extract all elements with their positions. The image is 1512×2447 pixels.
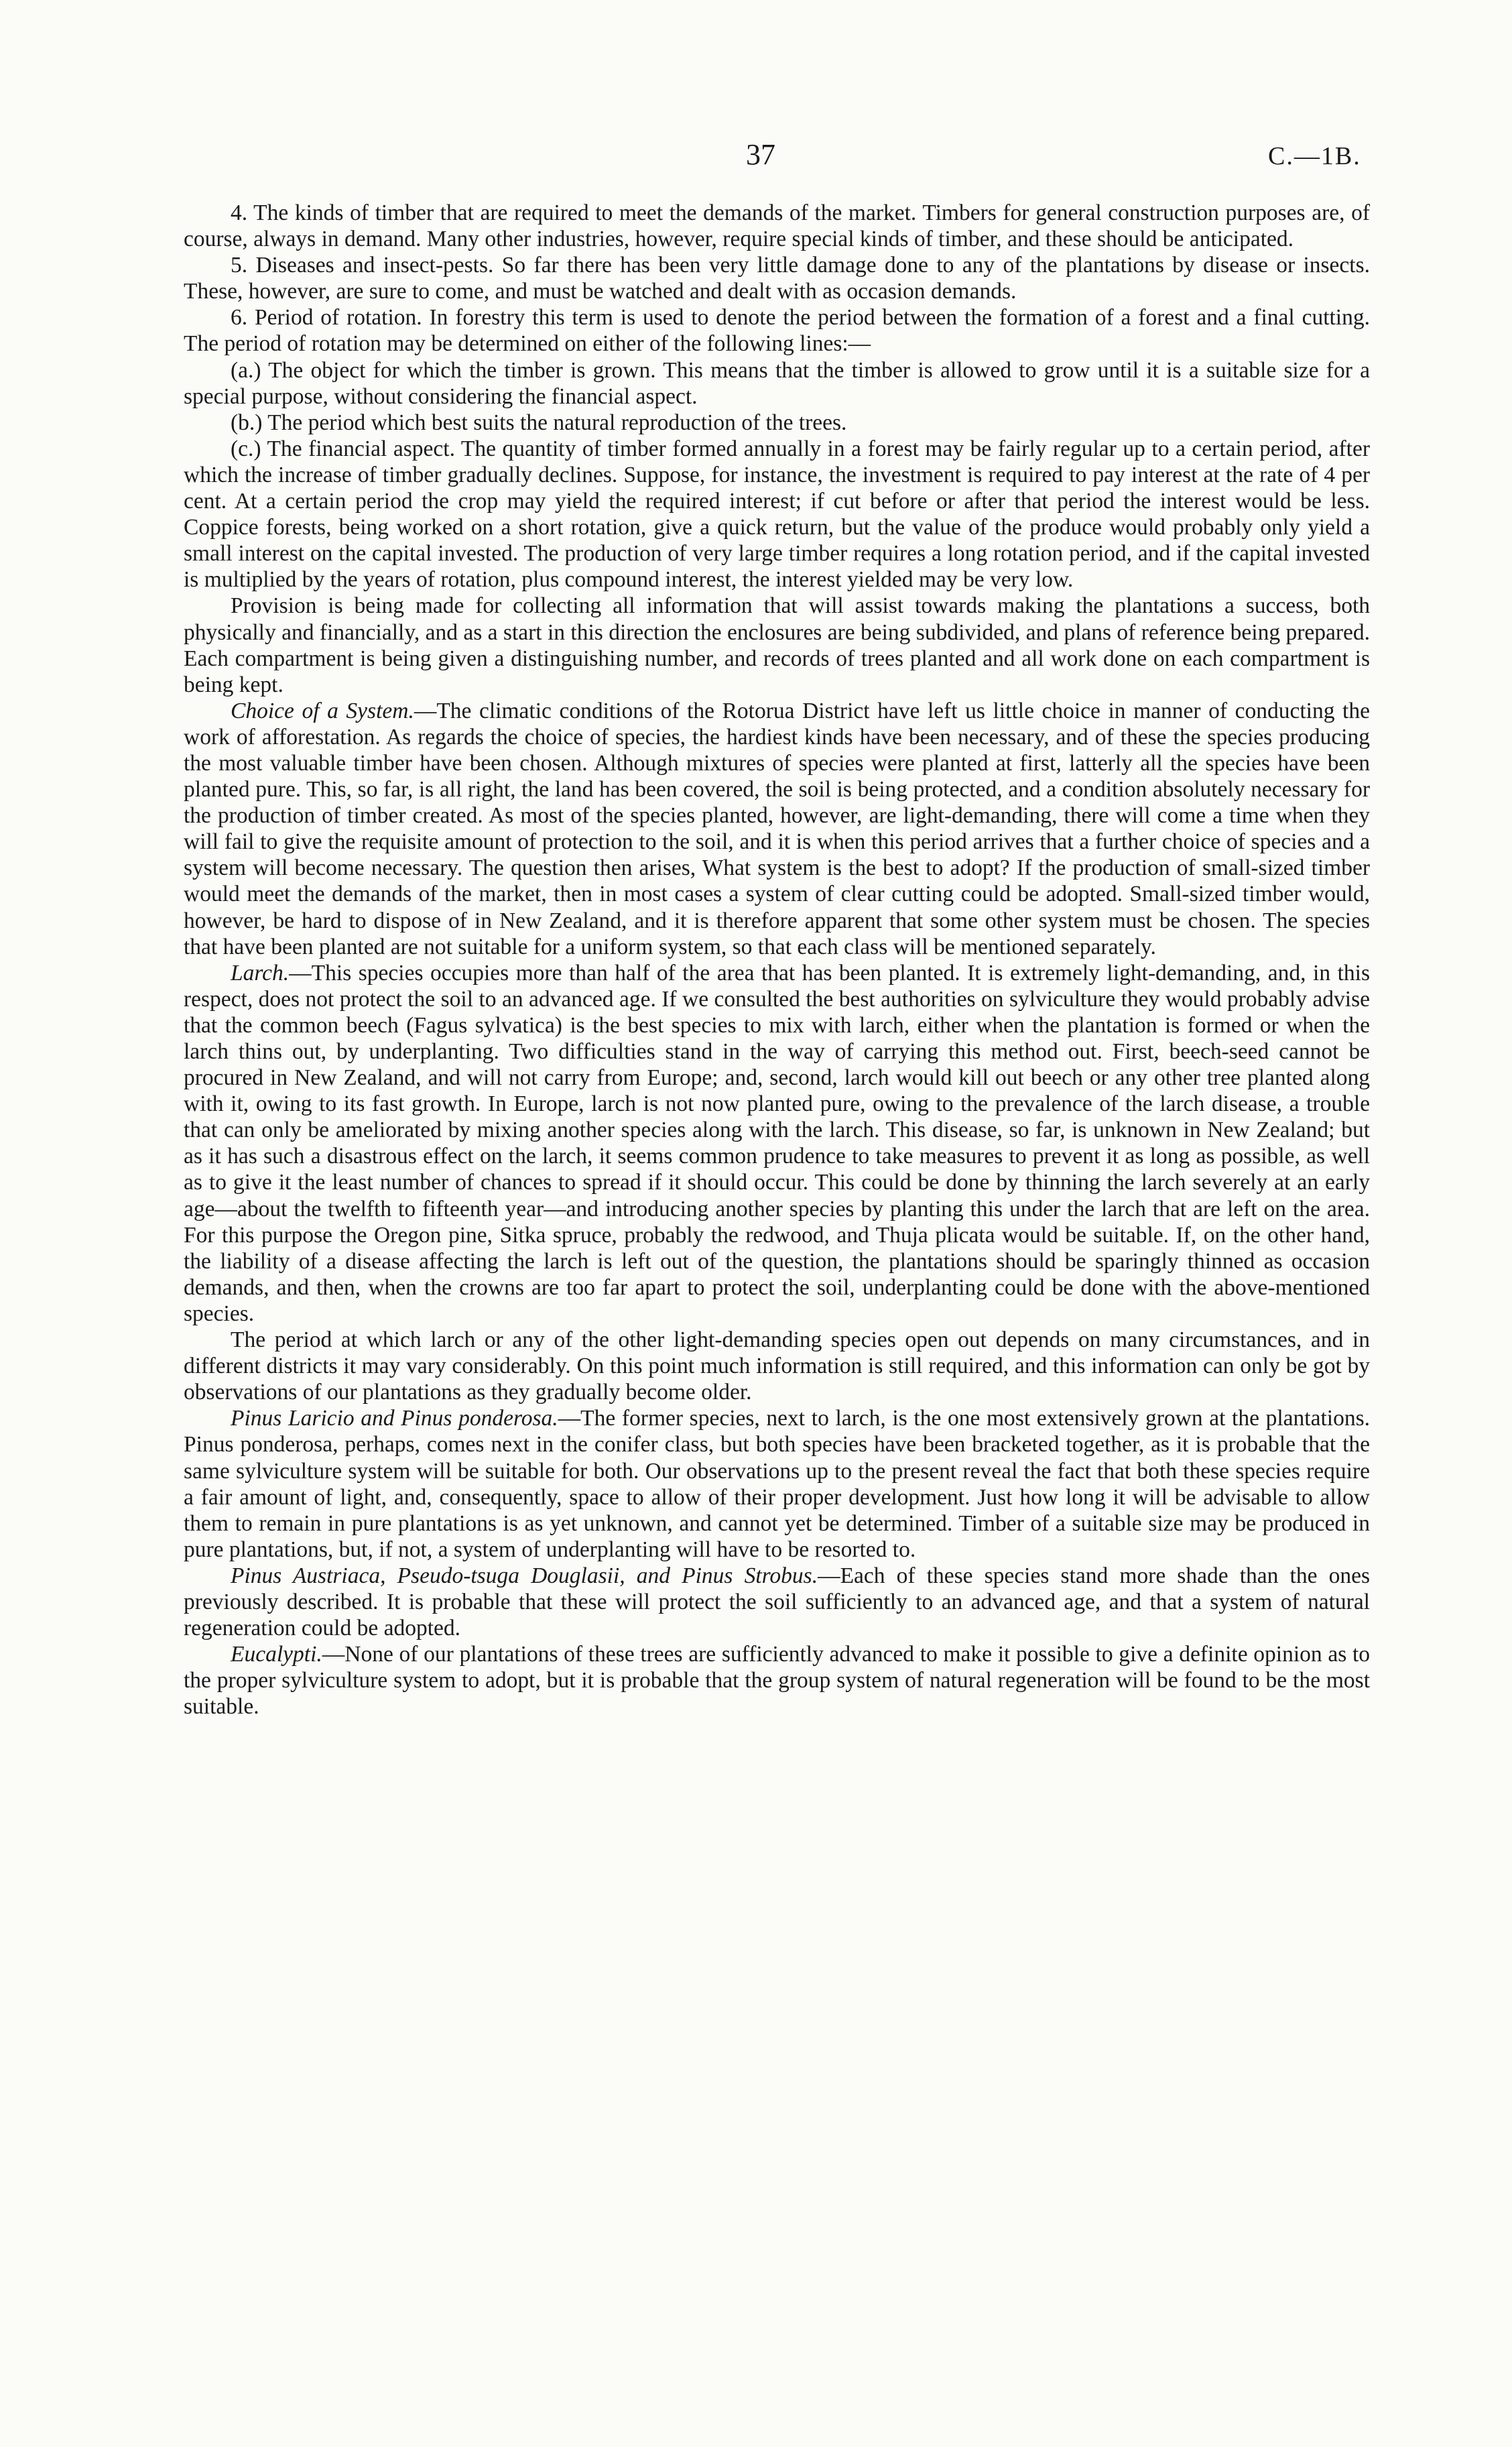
- paragraph-eucalypti: Eucalypti.—None of our plantations of these trees are sufficiently advanced to make it possible to give a definite opinion as to the proper sylviculture system to adopt, but it is probable that the group system of natural regeneration will be found to be the most suitable.: [184, 1642, 1370, 1720]
- paragraph-larch: Larch.—This species occupies more than half of the area that has been planted. It is extremely light-demanding, and, in this respect, does not protect the soil to an advanced age. If we consulted the best authorities on sylviculture they would probably advise that the common beech (Fagus sylvatica) is the best species to mix with larch, either when the plantation is formed or when the larch thins out, by underplanting. Two difficulties stand in the way of carrying this method out. First, beech-seed cannot be procured in New Zealand, and will not carry from Europe; and, second, larch would kill out beech or any other tree planted along with it, owing to its fast growth. In Europe, larch is not now planted pure, owing to the prevalence of the larch disease, a trouble that can only be ameliorated by mixing another species along with the larch. This disease, so far, is unknown in New Zealand; but as it has such a disastrous effect on the larch, it seems common prudence to take measures to prevent it as long as possible, as well as to give it the least number of chances to spread if it should occur. This could be done by thinning the larch severely at an early age—about the twelfth to fifteenth year—and introducing another species by planting this under the larch that are left on the area. For this purpose the Oregon pine, Sitka spruce, probably the redwood, and Thuja plicata would be suitable. If, on the other hand, the liability of a disease affecting the larch is left out of the question, the plantations should be sparingly thinned as occasion demands, and then, when the crowns are too far apart to protect the soil, underplanting could be done with the above-mentioned species.: [184, 960, 1370, 1326]
- paragraph-pinus-laricio: Pinus Laricio and Pinus ponderosa.—The former species, next to larch, is the one most extensively grown at the plantations. Pinus ponderosa, perhaps, comes next in the conifer class, but both species have been bracketed together, as it is probable that the same sylviculture system will be suitable for both. Our observations up to the present reveal the fact that both these species require a fair amount of light, and, consequently, space to allow of their proper development. Just how long it will be advisable to allow them to remain in pure plantations is as yet unknown, and cannot yet be determined. Timber of a suitable size may be produced in pure plantations, but, if not, a system of underplanting will have to be resorted to.: [184, 1406, 1370, 1562]
- section-lead-eucalypti: Eucalypti.: [231, 1642, 322, 1667]
- paragraph-light-demanding: The period at which larch or any of the other light-demanding species open out depends on many circumstances, and in different districts it may vary considerably. On this point much information is still required, and this information can only be got by observations of our plantations as they gradually become older.: [184, 1327, 1370, 1405]
- paragraph-choice-of-system: Choice of a System.—The climatic conditions of the Rotorua District have left us little choice in manner of conducting the work of afforestation. As regards the choice of species, the hardiest kinds have been necessary, and of these the species producing the most valuable timber have been chosen. Although mixtures of species were planted at first, latterly all the species have been planted pure. This, so far, is all right, the land has been covered, the soil is being protected, and a condition absolutely necessary for the production of timber created. As most of the species planted, however, are light-demanding, there will come a time when they will fail to give the requisite amount of protection to the soil, and it is when this period arrives that a further choice of species and a system will become necessary. The question then arises, What system is the best to adopt? If the production of small-sized timber would meet the demands of the market, then in most cases a system of clear cutting could be adopted. Small-sized timber would, however, be hard to dispose of in New Zealand, and it is therefore apparent that some other system must be chosen. The species that have been planted are not suitable for a uniform system, so that each class will be mentioned separately.: [184, 698, 1370, 959]
- paragraph-timber-kinds: 4. The kinds of timber that are required to meet the demands of the market. Timbers for general construction purposes are, of course, always in demand. Many other industries, however, require special kinds of timber, and these should be anticipated.: [184, 200, 1370, 252]
- paragraph-pinus-austriaca: Pinus Austriaca, Pseudo-tsuga Douglasii, and Pinus Strobus.—Each of these species stand more shade than the ones previously described. It is probable that these will protect the soil sufficiently to an advanced age, and that a system of natural regeneration could be adopted.: [184, 1563, 1370, 1641]
- page-header: [0, 137, 1512, 178]
- document-reference: C.—1B.: [1268, 142, 1361, 170]
- section-lead-larch: Larch.: [231, 960, 290, 986]
- paragraph-provision: Provision is being made for collecting all information that will assist towards making the plantations a success, both physically and financially, and as a start in this direction the enclosures are being subdivided, and plans of reference being prepared. Each compartment is being given a distinguishing number, and records of trees planted and all work done on each compartment is being kept.: [184, 593, 1370, 697]
- body-text: [184, 200, 1370, 1720]
- section-lead-choice: Choice of a System.: [231, 698, 414, 723]
- paragraph-rotation-b: (b.) The period which best suits the natural reproduction of the trees.: [231, 410, 847, 435]
- section-lead-pinus-austriaca: Pinus Austriaca, Pseudo-tsuga Douglasii, and Pinus Strobus.: [231, 1563, 818, 1588]
- paragraph-diseases: 5. Diseases and insect-pests. So far there has been very little damage done to any of the plantations by disease or insects. These, however, are sure to come, and must be watched and dealt with as occasion demands.: [184, 253, 1370, 304]
- paragraph-rotation: 6. Period of rotation. In forestry this term is used to denote the period between the formation of a forest and a final cutting. The period of rotation may be determined on either of the following lines:—: [184, 305, 1370, 357]
- section-lead-pinus-laricio: Pinus Laricio and Pinus ponderosa.: [231, 1406, 558, 1431]
- paragraph-rotation-a: (a.) The object for which the timber is grown. This means that the timber is allowed to grow until it is a suitable size for a special purpose, without considering the financial aspect.: [184, 357, 1370, 409]
- page-number: 37: [746, 138, 775, 171]
- paragraph-rotation-c: (c.) The financial aspect. The quantity of timber formed annually in a forest may be fairly regular up to a certain period, after which the increase of timber gradually declines. Suppose, for instance, the investment is required to pay interest at the rate of 4 per cent. At a certain period the crop may yield the required interest; if cut before or after that period the interest would be less. Coppice forests, being worked on a short rotation, give a quick return, but the value of the produce would probably only yield a small interest on the capital invested. The production of very large timber requires a long rotation period, and if the capital invested is multiplied by the years of rotation, plus compound interest, the interest yielded may be very low.: [184, 436, 1370, 593]
